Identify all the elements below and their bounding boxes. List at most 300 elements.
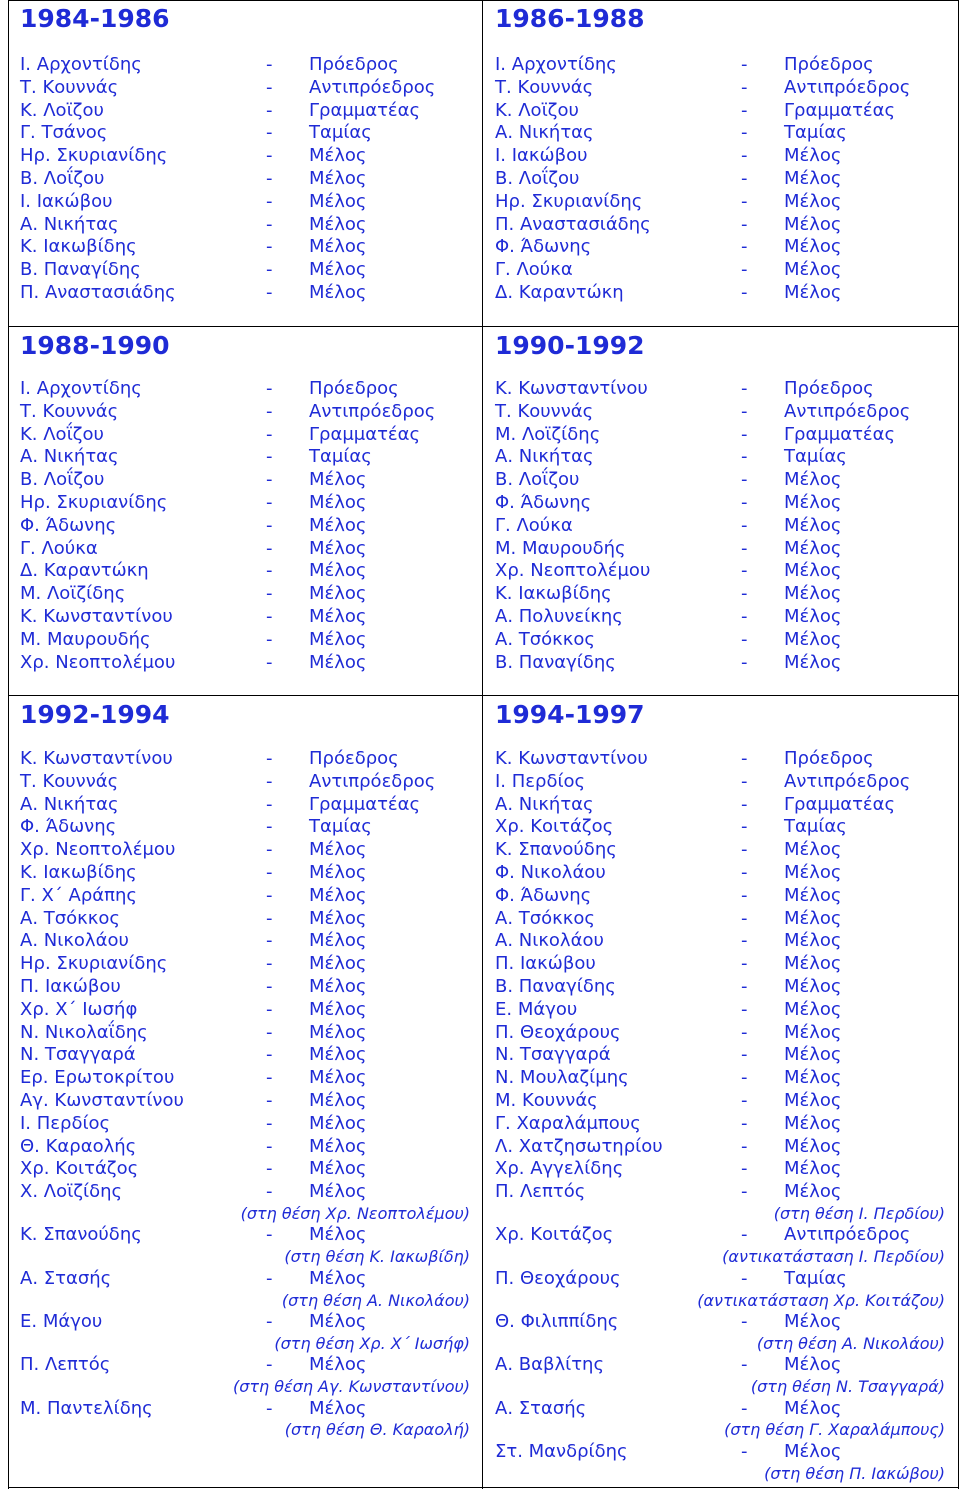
member-row [495, 145, 945, 168]
member-name: Κ. Ιακωβίδης [20, 236, 137, 258]
table-row-divider [8, 695, 959, 696]
member-role: Μέλος [784, 1021, 842, 1043]
member-row [20, 77, 470, 100]
member-role: Μέλος [784, 884, 842, 906]
member-name: Β. Λοΐζου [495, 167, 580, 189]
separator-dash: - [741, 1135, 748, 1157]
replacement-note: (αντικατάσταση Χρ. Κοιτάζου) [697, 1290, 945, 1310]
member-name: Φ. Νικολάου [495, 861, 606, 883]
separator-dash: - [741, 190, 748, 212]
member-role: Μέλος [784, 861, 842, 883]
separator-dash: - [266, 884, 273, 906]
separator-dash: - [741, 907, 748, 929]
member-role: Ταμίας [309, 816, 372, 838]
separator-dash: - [741, 167, 748, 189]
member-row [495, 100, 945, 123]
member-name: Κ. Σπανούδης [20, 1224, 142, 1246]
separator-dash: - [266, 491, 273, 513]
member-name: Χρ. Χ΄ Ιωσήφ [20, 998, 138, 1020]
separator-dash: - [741, 99, 748, 121]
separator-dash: - [741, 1224, 748, 1246]
member-name: Π. Θεοχάρους [495, 1267, 621, 1289]
member-list [20, 748, 470, 1441]
member-role: Αντιπρόεδρος [309, 400, 436, 422]
separator-dash: - [266, 122, 273, 144]
member-name: Π. Ιακώβου [20, 975, 121, 997]
member-role: Μέλος [784, 167, 842, 189]
separator-dash: - [266, 998, 273, 1020]
member-role: Πρόεδρος [309, 748, 399, 769]
member-role: Πρόεδρος [309, 54, 399, 75]
term-years: 1984-1986 [20, 4, 170, 33]
separator-dash: - [741, 400, 748, 422]
member-name: Β. Παναγίδης [495, 975, 616, 997]
separator-dash: - [266, 281, 273, 303]
member-list [20, 378, 470, 674]
member-role: Αντιπρόεδρος [309, 76, 436, 98]
member-row [495, 214, 945, 237]
member-row [20, 1398, 470, 1421]
member-name: Ι. Αρχοντίδης [20, 378, 142, 399]
replacement-note: (στη θέση Α. Νικολάου) [281, 1290, 470, 1310]
separator-dash: - [741, 1397, 748, 1419]
member-role: Ταμίας [784, 122, 847, 144]
separator-dash: - [266, 167, 273, 189]
member-role: Μέλος [784, 1067, 842, 1089]
term-years: 1992-1994 [20, 700, 170, 729]
member-role: Μέλος [309, 259, 367, 281]
table-border-top [8, 0, 959, 1]
separator-dash: - [266, 400, 273, 422]
member-role: Μέλος [309, 998, 367, 1020]
member-row [20, 168, 470, 191]
member-role: Μέλος [309, 1089, 367, 1111]
separator-dash: - [266, 1311, 273, 1333]
member-row [20, 259, 470, 282]
member-row [20, 214, 470, 237]
replacement-note: (στη θέση Κ. Ιακωβίδη) [284, 1247, 470, 1267]
member-row [20, 1181, 470, 1204]
member-row [495, 976, 945, 999]
term-years: 1990-1992 [495, 331, 645, 360]
replacement-note: (στη θέση Αγ. Κωνσταντίνου) [233, 1377, 470, 1397]
member-role: Μέλος [309, 514, 367, 536]
member-name: Ερ. Ερωτοκρίτου [20, 1067, 175, 1089]
member-row [20, 652, 470, 675]
table-border-right [958, 0, 959, 1489]
separator-dash: - [741, 583, 748, 605]
member-row [20, 1354, 470, 1377]
member-row [495, 839, 945, 862]
member-name: Ι. Ιακώβου [20, 190, 113, 212]
separator-dash: - [741, 1181, 748, 1203]
separator-dash: - [266, 605, 273, 627]
member-name: Κ. Κωνσταντίνου [20, 605, 173, 627]
separator-dash: - [266, 259, 273, 281]
separator-dash: - [741, 1089, 748, 1111]
member-name: Γ. Λούκα [20, 537, 98, 559]
member-row [20, 1090, 470, 1113]
member-role: Γραμματέας [784, 99, 896, 121]
member-role: Μέλος [784, 628, 842, 650]
separator-dash: - [741, 1440, 748, 1462]
member-row [20, 629, 470, 652]
separator-dash: - [741, 1267, 748, 1289]
member-role: Μέλος [309, 861, 367, 883]
member-row [495, 953, 945, 976]
member-row [20, 401, 470, 424]
separator-dash: - [741, 236, 748, 258]
separator-dash: - [741, 816, 748, 838]
member-name: Κ. Λοϊζου [495, 99, 579, 121]
member-row [20, 1311, 470, 1334]
member-name: Ι. Ιακώβου [495, 145, 588, 167]
member-name: Χρ. Νεοπτολέμου [20, 839, 176, 861]
separator-dash: - [266, 99, 273, 121]
member-row [495, 748, 945, 771]
member-role: Μέλος [784, 1397, 842, 1419]
member-role: Μέλος [309, 213, 367, 235]
member-role: Πρόεδρος [784, 54, 874, 75]
member-name: Α. Τσόκκος [495, 907, 595, 929]
member-row [20, 446, 470, 469]
member-row [20, 1158, 470, 1181]
member-role: Γραμματέας [784, 423, 896, 445]
replacement-note: (στη θέση Α. Νικολάου) [756, 1333, 945, 1353]
member-list [495, 748, 945, 1484]
member-role: Μέλος [784, 560, 842, 582]
member-role: Μέλος [309, 839, 367, 861]
separator-dash: - [741, 281, 748, 303]
member-name: Π. Θεοχάρους [495, 1021, 621, 1043]
member-name: Α. Βαβλίτης [495, 1354, 605, 1376]
separator-dash: - [741, 560, 748, 582]
member-role: Πρόεδρος [784, 378, 874, 399]
member-row [495, 560, 945, 583]
separator-dash: - [266, 1135, 273, 1157]
member-name: Μ. Λοϊζίδης [20, 583, 126, 605]
member-role: Μέλος [784, 491, 842, 513]
member-row [20, 100, 470, 123]
separator-dash: - [741, 213, 748, 235]
separator-dash: - [266, 537, 273, 559]
member-row [495, 652, 945, 675]
member-role: Μέλος [784, 1354, 842, 1376]
member-row [20, 771, 470, 794]
separator-dash: - [266, 514, 273, 536]
member-row [495, 930, 945, 953]
member-role: Αντιπρόεδρος [309, 770, 436, 792]
member-role: Μέλος [784, 259, 842, 281]
member-name: Κ. Κωνσταντίνου [495, 748, 648, 769]
separator-dash: - [741, 861, 748, 883]
member-row [20, 145, 470, 168]
member-name: Ι. Περδίος [495, 770, 586, 792]
member-row [20, 953, 470, 976]
separator-dash: - [266, 1181, 273, 1203]
member-row [20, 583, 470, 606]
member-name: Κ. Ιακωβίδης [20, 861, 137, 883]
member-role: Μέλος [309, 1158, 367, 1180]
separator-dash: - [741, 1112, 748, 1134]
member-name: Χρ. Νεοπτολέμου [495, 560, 651, 582]
member-row [20, 122, 470, 145]
member-name: Κ. Σπανούδης [495, 839, 617, 861]
separator-dash: - [741, 378, 748, 399]
member-role: Μέλος [309, 930, 367, 952]
member-role: Μέλος [784, 236, 842, 258]
member-row [495, 629, 945, 652]
member-role: Μέλος [784, 1440, 842, 1462]
member-role: Μέλος [309, 583, 367, 605]
separator-dash: - [266, 907, 273, 929]
replacement-note: (στη θέση Θ. Καραολή) [284, 1420, 470, 1440]
member-name: Γ. Λούκα [495, 259, 573, 281]
separator-dash: - [266, 54, 273, 75]
member-row [20, 908, 470, 931]
member-role: Μέλος [309, 1267, 367, 1289]
separator-dash: - [266, 1397, 273, 1419]
member-name: Στ. Μανδρίδης [495, 1440, 628, 1462]
member-role: Αντιπρόεδρος [784, 76, 911, 98]
member-name: Α. Νικολάου [495, 930, 604, 952]
separator-dash: - [266, 1044, 273, 1066]
member-name: Ε. Μάγου [20, 1311, 103, 1333]
member-role: Μέλος [309, 907, 367, 929]
member-row [495, 1044, 945, 1067]
member-role: Μέλος [309, 1044, 367, 1066]
member-row [495, 999, 945, 1022]
separator-dash: - [741, 259, 748, 281]
separator-dash: - [266, 76, 273, 98]
member-role: Μέλος [309, 1135, 367, 1157]
member-name: Α. Τσόκκος [495, 628, 595, 650]
member-name: Β. Λοΐζου [495, 469, 580, 491]
member-name: Λ. Χατζησωτηρίου [495, 1135, 663, 1157]
member-name: Φ. Άδωνης [495, 491, 592, 513]
member-role: Γραμματέας [309, 99, 421, 121]
member-row [20, 839, 470, 862]
separator-dash: - [266, 1224, 273, 1246]
replacement-note: (στη θέση Χρ. Χ΄ Ιωσήφ) [274, 1333, 470, 1353]
member-name: Ι. Αρχοντίδης [20, 54, 142, 75]
separator-dash: - [741, 930, 748, 952]
member-row [495, 1181, 945, 1204]
separator-dash: - [266, 1267, 273, 1289]
member-row [495, 1136, 945, 1159]
replacement-note: (στη θέση Ι. Περδίου) [773, 1203, 945, 1223]
member-name: Α. Νικήτας [20, 213, 119, 235]
member-name: Α. Τσόκκος [20, 907, 120, 929]
member-row [20, 1224, 470, 1247]
separator-dash: - [266, 628, 273, 650]
replacement-note: (αντικατάσταση Ι. Περδίου) [722, 1247, 945, 1267]
member-row [495, 885, 945, 908]
separator-dash: - [741, 605, 748, 627]
member-name: Ν. Νικολαΐδης [20, 1021, 148, 1043]
replacement-note: (στη θέση Χρ. Νεοπτολέμου) [240, 1203, 470, 1223]
member-name: Μ. Μαυρουδής [495, 537, 626, 559]
member-name: Θ. Καραολής [20, 1135, 137, 1157]
member-name: Α. Νικήτας [20, 446, 119, 468]
member-role: Μέλος [784, 213, 842, 235]
member-role: Μέλος [309, 1112, 367, 1134]
separator-dash: - [266, 1067, 273, 1089]
member-row [20, 54, 470, 77]
separator-dash: - [266, 213, 273, 235]
member-name: Τ. Κουννάς [20, 400, 119, 422]
member-row [495, 1067, 945, 1090]
member-row [495, 378, 945, 401]
member-row [20, 606, 470, 629]
member-role: Πρόεδρος [309, 378, 399, 399]
table-border-bottom [8, 1487, 959, 1488]
separator-dash: - [266, 793, 273, 815]
separator-dash: - [266, 953, 273, 975]
member-row [495, 794, 945, 817]
table-border-left [8, 0, 9, 1489]
separator-dash: - [741, 491, 748, 513]
member-row [495, 1268, 945, 1291]
separator-dash: - [266, 861, 273, 883]
member-name: Α. Στασής [495, 1397, 587, 1419]
separator-dash: - [266, 975, 273, 997]
member-role: Μέλος [309, 1021, 367, 1043]
separator-dash: - [741, 537, 748, 559]
member-name: Μ. Κουννάς [495, 1089, 598, 1111]
member-row [20, 816, 470, 839]
member-row [495, 54, 945, 77]
member-role: Μέλος [784, 1158, 842, 1180]
member-row [20, 560, 470, 583]
member-row [495, 1311, 945, 1334]
member-row [495, 1441, 945, 1464]
member-name: Π. Λεπτός [495, 1181, 586, 1203]
member-row [495, 259, 945, 282]
separator-dash: - [741, 748, 748, 769]
member-row [20, 1113, 470, 1136]
member-name: Κ. Ιακωβίδης [495, 583, 612, 605]
separator-dash: - [741, 54, 748, 75]
member-role: Μέλος [784, 469, 842, 491]
separator-dash: - [741, 975, 748, 997]
member-name: Μ. Μαυρουδής [20, 628, 151, 650]
separator-dash: - [266, 839, 273, 861]
member-name: Κ. Κωνσταντίνου [20, 748, 173, 769]
member-row [495, 1090, 945, 1113]
member-name: Χ. Λοϊζίδης [20, 1181, 123, 1203]
member-role: Μέλος [309, 1311, 367, 1333]
member-role: Μέλος [309, 491, 367, 513]
member-row [495, 122, 945, 145]
member-row [20, 748, 470, 771]
member-row [495, 1224, 945, 1247]
separator-dash: - [741, 1067, 748, 1089]
separator-dash: - [266, 446, 273, 468]
member-list [495, 378, 945, 674]
term-years: 1986-1988 [495, 4, 645, 33]
member-role: Ταμίας [309, 122, 372, 144]
member-role: Ταμίας [784, 446, 847, 468]
member-name: Γ. Λούκα [495, 514, 573, 536]
member-row [495, 1398, 945, 1421]
separator-dash: - [266, 1112, 273, 1134]
member-role: Μέλος [309, 1067, 367, 1089]
member-row [20, 538, 470, 561]
member-name: Χρ. Κοιτάζος [495, 816, 614, 838]
member-row [495, 816, 945, 839]
separator-dash: - [741, 884, 748, 906]
member-name: Αγ. Κωνσταντίνου [20, 1089, 184, 1111]
member-row [495, 1158, 945, 1181]
member-role: Ταμίας [784, 816, 847, 838]
member-row [20, 1268, 470, 1291]
separator-dash: - [266, 1354, 273, 1376]
member-row [20, 191, 470, 214]
member-role: Μέλος [784, 930, 842, 952]
separator-dash: - [266, 145, 273, 167]
member-role: Μέλος [784, 998, 842, 1020]
separator-dash: - [266, 816, 273, 838]
member-role: Μέλος [784, 1089, 842, 1111]
replacement-note: (στη θέση Π. Ιακώβου) [764, 1463, 945, 1483]
separator-dash: - [741, 1354, 748, 1376]
member-name: Α. Νικολάου [20, 930, 129, 952]
member-role: Μέλος [784, 651, 842, 673]
member-row [495, 1022, 945, 1045]
separator-dash: - [741, 76, 748, 98]
member-role: Μέλος [309, 560, 367, 582]
separator-dash: - [266, 190, 273, 212]
member-row [495, 1354, 945, 1377]
member-name: Β. Παναγίδης [20, 259, 141, 281]
member-name: Γ. Χαραλάμπους [495, 1112, 641, 1134]
separator-dash: - [266, 236, 273, 258]
separator-dash: - [741, 628, 748, 650]
member-row [20, 424, 470, 447]
member-role: Μέλος [309, 145, 367, 167]
member-name: Π. Αναστασιάδης [495, 213, 651, 235]
separator-dash: - [741, 514, 748, 536]
member-name: Ηρ. Σκυριανίδης [20, 491, 168, 513]
committee-table [8, 0, 960, 1489]
member-role: Μέλος [784, 839, 842, 861]
member-name: Α. Νικήτας [495, 122, 594, 144]
member-name: Ε. Μάγου [495, 998, 578, 1020]
member-name: Ι. Περδίος [20, 1112, 111, 1134]
member-name: Ν. Τσαγγαρά [495, 1044, 611, 1066]
member-role: Μέλος [309, 605, 367, 627]
separator-dash: - [266, 469, 273, 491]
member-row [20, 515, 470, 538]
member-row [495, 191, 945, 214]
separator-dash: - [266, 583, 273, 605]
member-name: Δ. Καραντώκη [20, 560, 149, 582]
separator-dash: - [741, 651, 748, 673]
member-role: Μέλος [309, 167, 367, 189]
separator-dash: - [266, 560, 273, 582]
separator-dash: - [266, 423, 273, 445]
member-row [495, 606, 945, 629]
separator-dash: - [741, 1158, 748, 1180]
member-row [20, 282, 470, 305]
member-name: Α. Στασής [20, 1267, 112, 1289]
member-row [20, 999, 470, 1022]
member-name: Φ. Άδωνης [20, 816, 117, 838]
member-name: Ν. Μουλαζίμης [495, 1067, 629, 1089]
member-row [495, 908, 945, 931]
member-name: Τ. Κουννάς [20, 770, 119, 792]
